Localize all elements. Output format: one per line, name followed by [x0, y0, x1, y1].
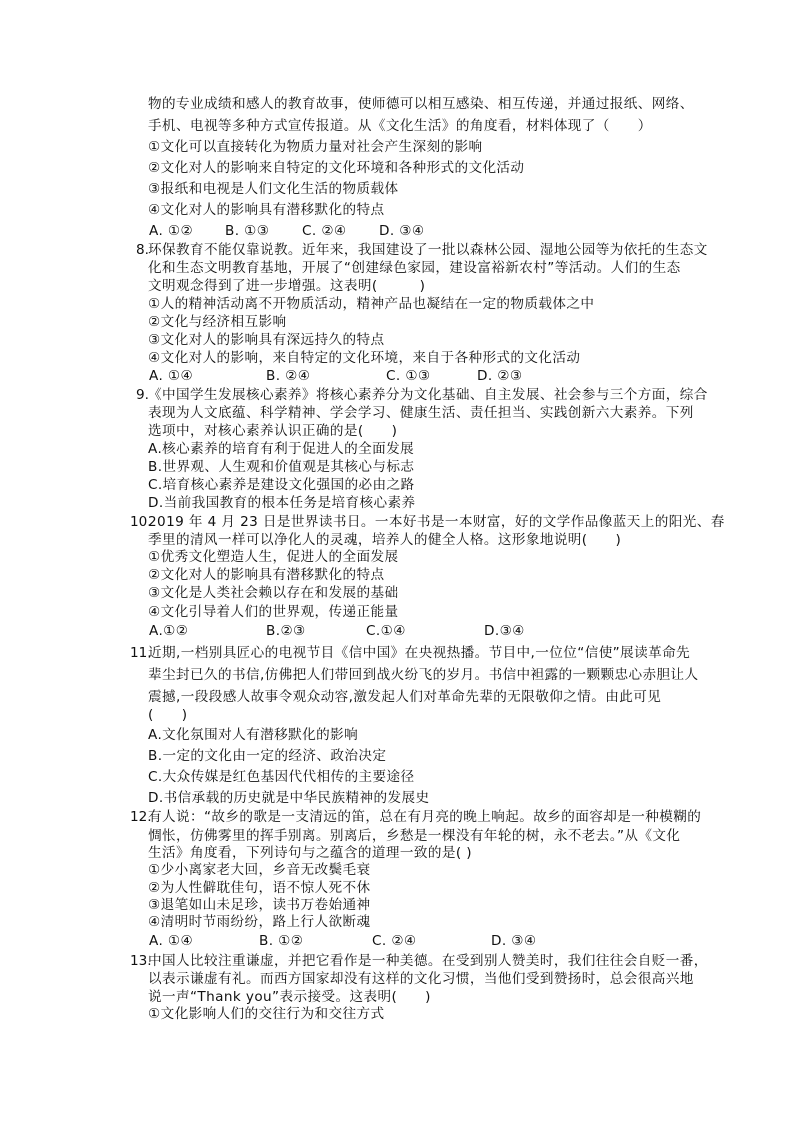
statement-item: ①人的精神活动离不开物质活动，精神产品也凝结在一定的物质载体之中 — [148, 296, 595, 312]
question-stem-line: ( ) — [148, 707, 188, 723]
answer-choice: A. ①④ — [149, 368, 194, 384]
question-stem-line: 有人说：“故乡的歌是一支清远的笛，总在有月亮的晚上响起。故乡的面容却是一种模糊的 — [148, 809, 702, 825]
question-stem-line: 表现为人文底蕴、科学精神、学会学习、健康生活、责任担当、实践创新六大素养。下列 — [148, 405, 694, 421]
statement-item: ②文化对人的影响具有潜移默化的特点 — [148, 567, 385, 583]
answer-choice: B.②③ — [266, 623, 306, 639]
answer-choice: A.①② — [149, 623, 189, 639]
question-stem-line: 辈尘封已久的书信,仿佛把人们带回到战火纷飞的岁月。书信中袒露的一颗颗忠心赤胆让人 — [148, 667, 699, 683]
statement-item: ②文化与经济相互影响 — [148, 314, 287, 330]
question-number: 8. — [136, 242, 149, 258]
statement-item: ③文化是人类社会赖以存在和发展的基础 — [148, 585, 399, 601]
question-number: 11. — [130, 645, 152, 661]
answer-option: B.世界观、人生观和价值观是其核心与标志 — [148, 459, 415, 475]
answer-choice: B. ①③ — [225, 223, 270, 239]
question-stem-line: 季里的清风一样可以净化人的灵魂，培养人的健全人格。这形象地说明( ) — [148, 532, 622, 548]
statement-item: ①优秀文化塑造人生，促进人的全面发展 — [148, 549, 399, 565]
question-stem-line: 生活》角度看，下列诗句与之蕴含的道理一致的是( ) — [148, 845, 472, 861]
statement-item: ④文化对人的影响，来自特定的文化环境，来自于各种形式的文化活动 — [148, 350, 581, 366]
question-stem-line: 《中国学生发展核心素养》将核心素养分为文化基础、自主发展、社会参与三个方面，综合 — [148, 387, 708, 403]
answer-choice: C. ②④ — [302, 223, 347, 239]
question-stem-line: 说一声“Thank you”表示接受。这表明( ) — [148, 989, 431, 1005]
answer-choice: D. ②③ — [477, 368, 523, 384]
question-stem-line: 选项中，对核心素养认识正确的是( ) — [148, 423, 398, 439]
statement-item: ④文化对人的影响具有潜移默化的特点 — [148, 202, 385, 218]
answer-choice: B. ②④ — [266, 368, 311, 384]
answer-choice: A. ①② — [149, 223, 194, 239]
question-stem-line: 环保教育不能仅靠说教。近年来，我国建设了一批以森林公园、湿地公园等为依托的生态文 — [148, 242, 708, 258]
answer-choice: D.③④ — [484, 623, 525, 639]
statement-item: ②为人性僻耽佳句，语不惊人死不休 — [148, 880, 371, 896]
answer-choice: A. ①④ — [149, 933, 194, 949]
question-number: 9. — [136, 387, 149, 403]
answer-option: C.大众传媒是红色基因代代相传的主要途径 — [148, 769, 415, 785]
question-stem-line: 2019 年 4 月 23 日是世界读书日。一本好书是一本财富，好的文学作品像蓝天上的阳光、春 — [148, 514, 725, 530]
statement-item: ③文化对人的影响具有深远持久的特点 — [148, 332, 385, 348]
statement-item: ②文化对人的影响来自特定的文化环境和各种形式的文化活动 — [148, 160, 525, 176]
answer-option: D.当前我国教育的根本任务是培育核心素养 — [148, 495, 416, 511]
question-stem-line: 近期,一档别具匠心的电视节目《信中国》在央视热播。节目中,一位位“信使”展读革命先 — [148, 645, 691, 661]
answer-choice: B. ①② — [259, 933, 304, 949]
question-stem-line: 文明观念得到了进一步增强。这表明( ) — [148, 278, 426, 294]
statement-item: ①文化可以直接转化为物质力量对社会产生深刻的影响 — [148, 139, 483, 155]
statement-item: ③报纸和电视是人们文化生活的物质载体 — [148, 181, 399, 197]
question-stem-line: 惆怅，仿佛雾里的挥手别离。别离后，乡愁是一棵没有年轮的树，永不老去。”从《文化 — [148, 828, 681, 844]
answer-option: C.培育核心素养是建设文化强国的必由之路 — [148, 477, 415, 493]
question-stem-line: 手机、电视等多种方式宣传报道。从《文化生活》的角度看，材料体现了（ ） — [148, 118, 652, 134]
statement-item: ④清明时节雨纷纷，路上行人欲断魂 — [148, 914, 371, 930]
answer-choice: D. ③④ — [491, 933, 537, 949]
question-number: 13. — [130, 953, 152, 969]
question-stem-line: 物的专业成绩和感人的教育故事，使师德可以相互感染、相互传递，并通过报纸、网络、 — [148, 96, 694, 112]
question-stem-line: 化和生态文明教育基地，开展了“创建绿色家园，建设富裕新农村”等活动。人们的生态 — [148, 260, 681, 276]
answer-choice: C.①④ — [366, 623, 406, 639]
answer-option: A.核心素养的培育有利于促进人的全面发展 — [148, 441, 415, 457]
question-stem-line: 中国人比较注重谦虚，并把它看作是一种美德。在受到别人赞美时，我们往往会自贬一番， — [148, 953, 708, 969]
statement-item: ③退笔如山未足珍，读书万卷始通神 — [148, 897, 371, 913]
question-number: 12. — [130, 809, 152, 825]
answer-choice: C. ②④ — [372, 933, 417, 949]
answer-option: D.书信承载的历史就是中华民族精神的发展史 — [148, 790, 430, 806]
statement-item: ①少小离家老大回，乡音无改鬓毛衰 — [148, 862, 371, 878]
answer-choice: D. ③④ — [379, 223, 425, 239]
statement-item: ①文化影响人们的交往行为和交往方式 — [148, 1006, 385, 1022]
question-number: 10. — [130, 514, 152, 530]
question-stem-line: 震撼,一段段感人故事令观众动容,激发起人们对革命先辈的无限敬仰之情。由此可见 — [148, 689, 662, 705]
answer-option: B.一定的文化由一定的经济、政治决定 — [148, 748, 387, 764]
statement-item: ④文化引导着人们的世界观，传递正能量 — [148, 604, 399, 620]
question-stem-line: 以表示谦虚有礼。而西方国家却没有这样的文化习惯，当他们受到赞扬时，总会很高兴地 — [148, 971, 694, 987]
answer-choice: C. ①③ — [386, 368, 431, 384]
answer-option: A.文化氛围对人有潜移默化的影响 — [148, 727, 359, 743]
